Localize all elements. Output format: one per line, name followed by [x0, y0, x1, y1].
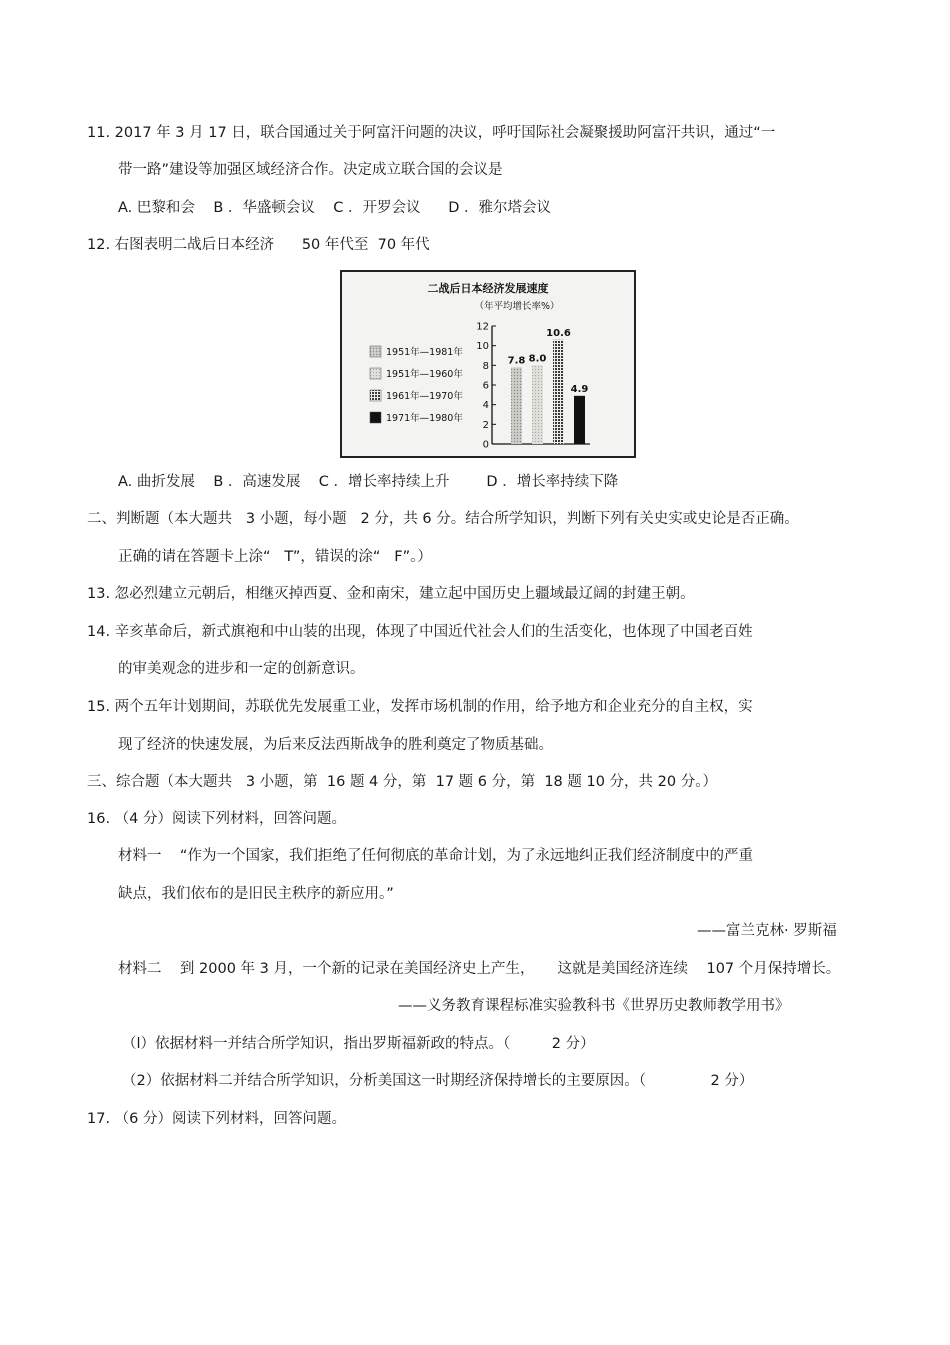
q16-material1-source: ——富兰克林· 罗斯福 [697, 923, 837, 939]
chart-y-tick-label: 4 [482, 400, 489, 412]
q14-line1: 14. 辛亥革命后，新式旗袍和中山装的出现，体现了中国近代社会人们的生活变化，也体现了中国老百姓 [87, 624, 753, 640]
chart-bar [511, 367, 522, 444]
q11-line1: 11. 2017 年 3 月 17 日，联合国通过关于阿富汗问题的决议，呼吁国际社会凝聚援助阿富汗共识，通过“一 [87, 125, 776, 141]
q17-stem: 17. （6 分）阅读下列材料，回答问题。 [87, 1111, 347, 1127]
q15-line1: 15. 两个五年计划期间，苏联优先发展重工业，发挥市场机制的作用，给予地方和企业充分的自主权，实 [87, 699, 753, 715]
chart-bars [508, 328, 589, 444]
section2-header-cont: 正确的请在答题卡上涂“ T”，错误的涂“ F”。） [118, 549, 432, 565]
q16-sub1: （l）依据材料一并结合所学知识，指出罗斯福新政的特点。（ 2 分） [122, 1036, 595, 1052]
chart-legend-label: 1971年—1980年 [386, 413, 463, 424]
q16-stem: 16. （4 分）阅读下列材料，回答问题。 [87, 811, 347, 827]
chart-legend-label: 1951年—1981年 [386, 347, 463, 358]
q14-line2: 的审美观念的进步和一定的创新意识。 [118, 661, 365, 677]
chart-svg [342, 272, 634, 456]
chart-bar [574, 396, 585, 444]
q16-material2: 材料二 到 2000 年 3 月，一个新的记录在美国经济史上产生， 这就是美国经济连续 107 个月保持增长。 [118, 961, 841, 977]
chart-y-tick-label: 0 [482, 439, 489, 451]
chart-bar-label: 7.8 [507, 355, 526, 367]
section3-header: 三、综合题（本大题共 3 小题，第 16 题 4 分，第 17 题 6 分，第 18 题 10 分，共 20 分。） [87, 774, 717, 790]
chart-legend-swatch [370, 346, 381, 357]
chart-legend-label: 1961年—1970年 [386, 391, 463, 402]
chart-y-tick-label: 2 [482, 419, 489, 431]
q13-text: 13. 忽必烈建立元朝后，相继灭掉西夏、金和南宋，建立起中国历史上疆域最辽阔的封建王朝。 [87, 586, 695, 602]
chart-legend [370, 346, 463, 424]
chart-legend-swatch [370, 412, 381, 423]
q16-sub2: （2）依据材料二并结合所学知识，分析美国这一时期经济保持增长的主要原因。（ 2 分） [122, 1073, 754, 1089]
section2-header: 二、判断题（本大题共 3 小题，每小题 2 分，共 6 分。结合所学知识，判断下列有关史实或史论是否正确。 [87, 511, 799, 527]
q16-material2-source: ——义务教育课程标准实验教科书《世界历史教师教学用书》 [398, 998, 790, 1014]
q16-material1-line2: 缺点，我们依布的是旧民主秩序的新应用。” [118, 886, 394, 902]
chart-legend-swatch [370, 368, 381, 379]
chart-y-tick-label: 10 [476, 341, 489, 353]
q11-line2: 带一路”建设等加强区域经济合作。决定成立联合国的会议是 [118, 162, 503, 178]
chart-y-tick-label: 6 [482, 380, 489, 392]
chart-legend-swatch [370, 390, 381, 401]
q15-line2: 现了经济的快速发展，为后来反法西斯战争的胜利奠定了物质基础。 [118, 737, 553, 753]
q12-options: A. 曲折发展 B ．高速发展 C ．增长率持续上升 D ．增长率持续下降 [118, 474, 619, 490]
chart-title: 二战后日本经济发展速度 [427, 282, 549, 295]
chart-bar-label: 4.9 [570, 383, 589, 395]
chart-y-tick-label: 12 [476, 321, 489, 333]
q12-stem: 12. 右图表明二战后日本经济 50 年代至 70 年代 [87, 237, 430, 253]
chart-legend-label: 1951年—1960年 [386, 369, 463, 380]
chart-bar-label: 10.6 [546, 327, 571, 339]
japan-economy-chart [340, 270, 636, 458]
q16-material1-line1: 材料一 “作为一个国家，我们拒绝了任何彻底的革命计划，为了永远地纠正我们经济制度中的严重 [118, 848, 753, 864]
q11-options: A. 巴黎和会 B ．华盛顿会议 C ．开罗会议 D ．雅尔塔会议 [118, 200, 551, 216]
chart-y-tick-label: 8 [482, 360, 489, 372]
chart-bar-label: 8.0 [528, 353, 547, 365]
chart-ylabel: （年平均增长率%） [474, 301, 560, 312]
chart-bar [532, 365, 543, 444]
chart-bar [553, 340, 564, 444]
